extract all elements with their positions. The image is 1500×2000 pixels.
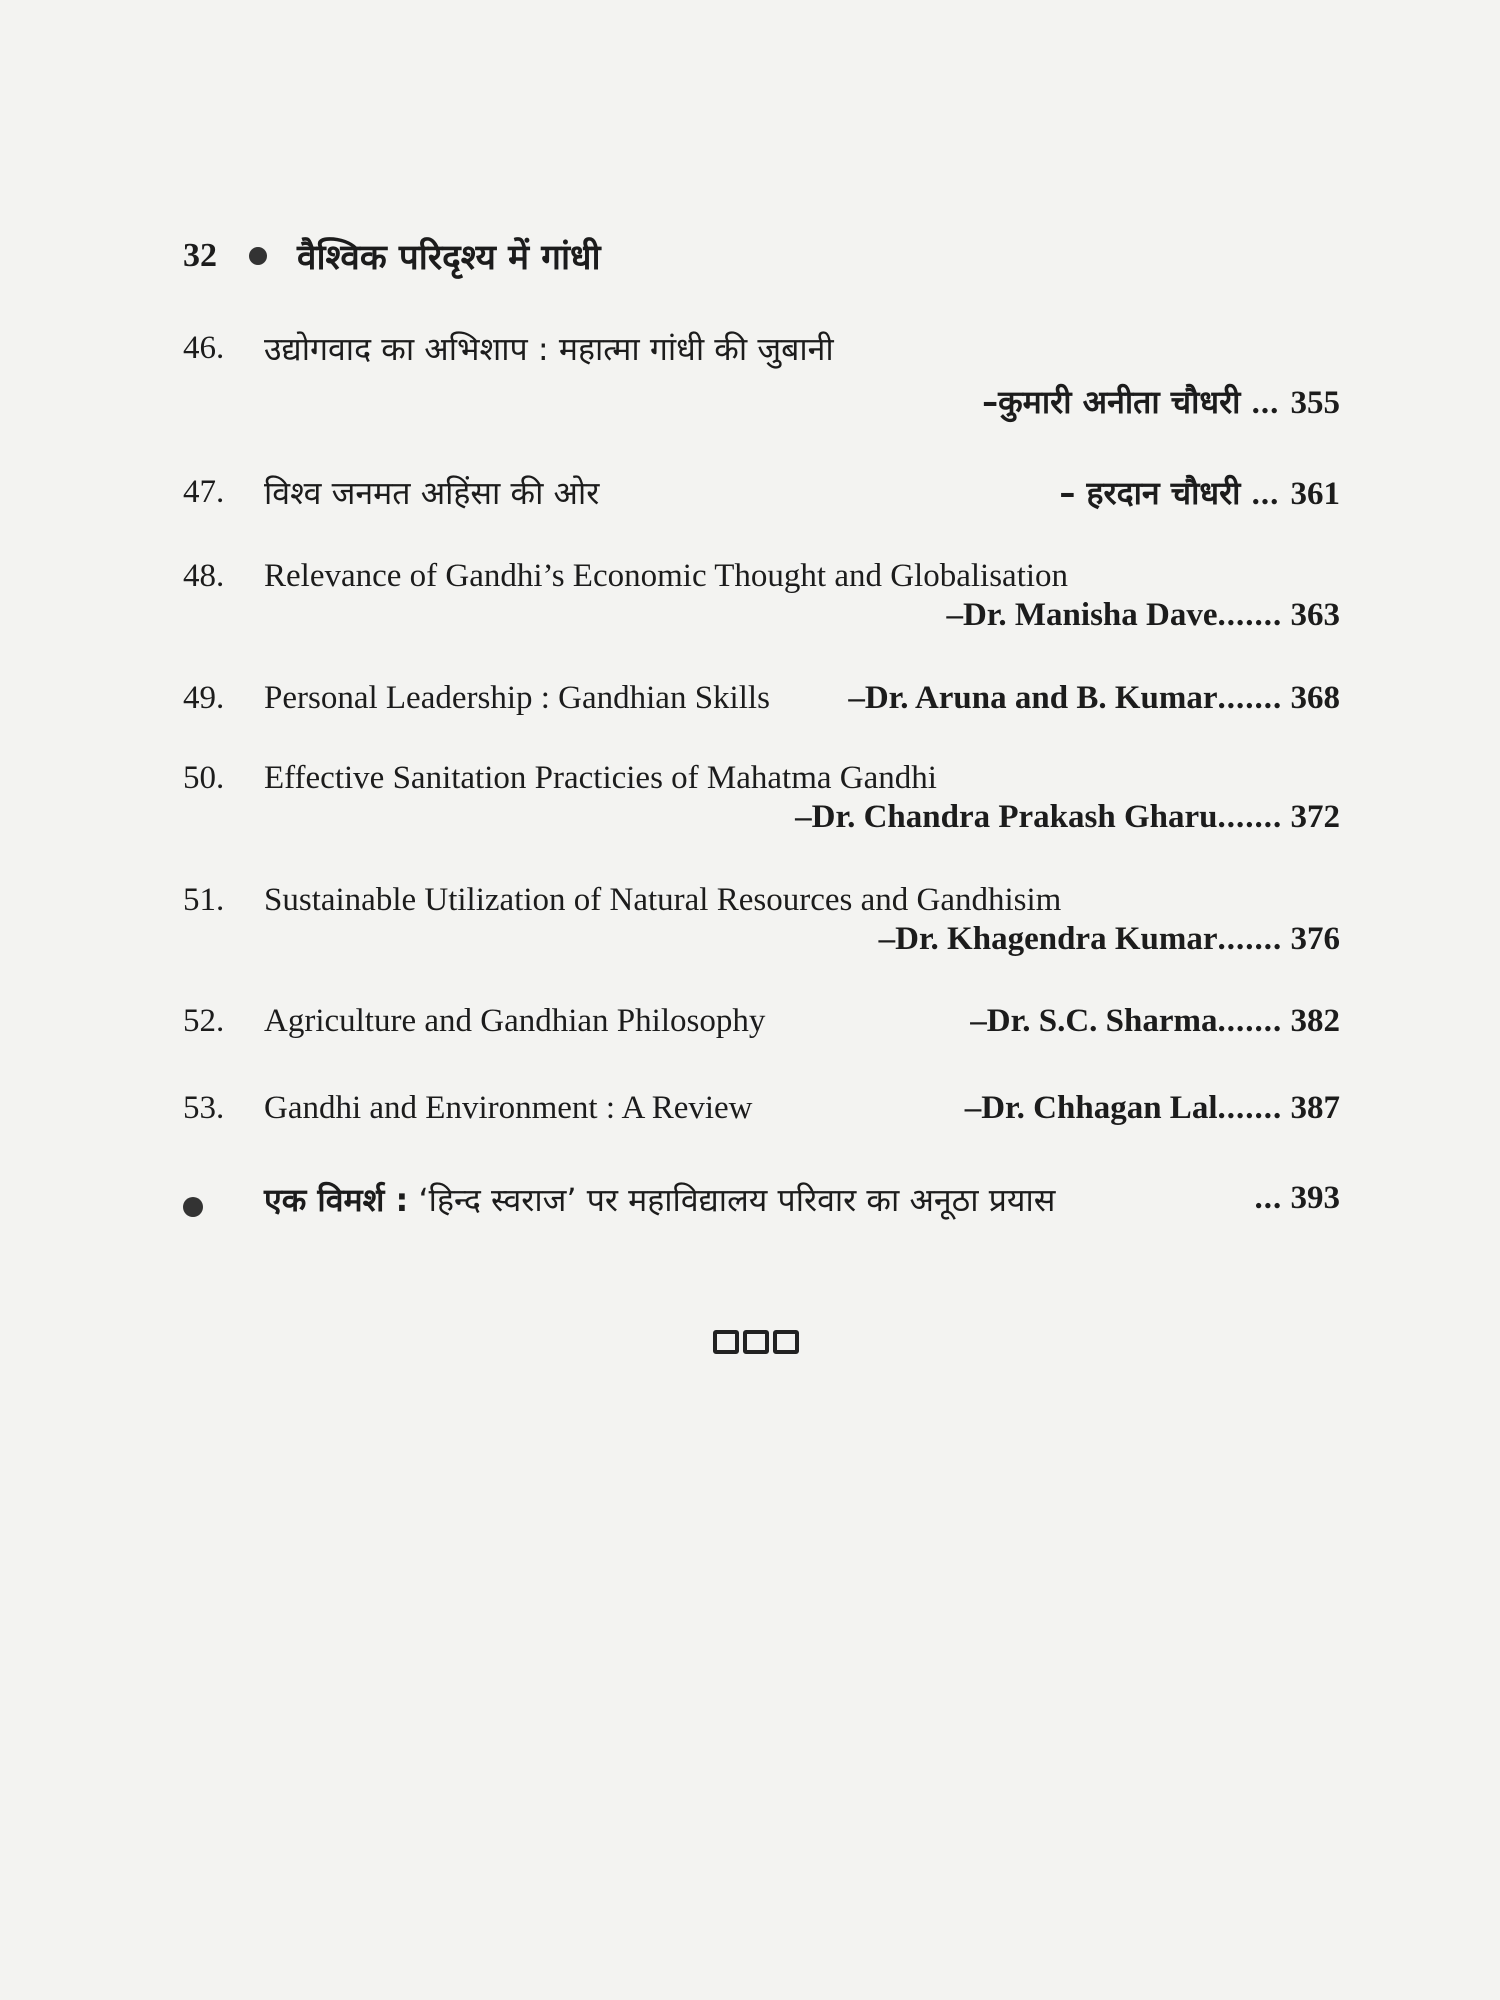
entry-46-author: –कुमारी अनीता चौधरी (982, 383, 1241, 421)
entry-49-page: 368 (1290, 680, 1340, 716)
final-entry-label: एक विमर्श : (264, 1181, 409, 1219)
entry-47-leader: ... (1251, 476, 1280, 512)
entry-52-number: 52. (183, 1003, 225, 1039)
square-icon (773, 1330, 799, 1354)
entry-48-author-line (946, 597, 1340, 634)
final-entry-title: ‘हिन्द स्वराज’ पर महाविद्यालय परिवार का अनूठा प्रयास (418, 1181, 1056, 1219)
final-entry-page: 393 (1290, 1180, 1340, 1216)
entry-47-number: 47. (183, 474, 225, 510)
entry-50-author-line (795, 799, 1340, 836)
bullet-icon (249, 247, 267, 265)
final-entry-title-line (264, 1178, 1055, 1221)
entry-52-author-line (970, 1003, 1340, 1040)
entry-46-author-line (982, 380, 1340, 423)
entry-53-page: 387 (1290, 1090, 1340, 1126)
entry-52-author: –Dr. S.C. Sharma (970, 1003, 1218, 1039)
entry-49-number: 49. (183, 680, 225, 716)
entry-51-author-line (879, 921, 1340, 958)
entry-49-author: –Dr. Aruna and B. Kumar (848, 680, 1218, 716)
entry-50-number: 50. (183, 760, 225, 796)
entry-48-title: Relevance of Gandhi’s Economic Thought and Globalisation (264, 558, 1069, 594)
entry-47-author: – हरदान चौधरी (1059, 474, 1241, 512)
entry-48-page: 363 (1290, 597, 1340, 633)
entry-50-leader: ....... (1217, 799, 1283, 835)
entry-51-number: 51. (183, 882, 225, 918)
entry-50-page: 372 (1290, 799, 1340, 835)
entry-46-number: 46. (183, 330, 225, 366)
entry-49-title: Personal Leadership : Gandhian Skills (264, 680, 770, 716)
entry-48-number: 48. (183, 558, 225, 594)
entry-46-title: उद्योगवाद का अभिशाप : महात्मा गांधी की जुबानी (264, 330, 834, 368)
entry-47-page: 361 (1290, 476, 1340, 512)
entry-50-author: –Dr. Chandra Prakash Gharu (795, 799, 1218, 835)
page-number: 32 (183, 237, 217, 274)
entry-47-author-line (1059, 471, 1340, 514)
entry-47-title: विश्व जनमत अहिंसा की ओर (264, 474, 600, 512)
entry-51-page: 376 (1290, 921, 1340, 957)
entry-53-author: –Dr. Chhagan Lal (964, 1090, 1218, 1126)
running-header (183, 228, 601, 284)
final-entry-leader: ... (1254, 1180, 1283, 1216)
entry-48-leader: ....... (1217, 597, 1283, 633)
entry-51-leader: ....... (1217, 921, 1283, 957)
entry-52-page: 382 (1290, 1003, 1340, 1039)
entry-49-leader: ....... (1217, 680, 1283, 716)
entry-52-title: Agriculture and Gandhian Philosophy (264, 1003, 766, 1039)
square-icon (743, 1330, 769, 1354)
entry-50-title: Effective Sanitation Practicies of Mahatma Gandhi (264, 760, 937, 796)
entry-53-number: 53. (183, 1090, 225, 1126)
end-ornament (713, 1330, 799, 1354)
final-entry-page-line (1255, 1180, 1341, 1217)
entry-49-author-line (848, 680, 1340, 717)
entry-51-title: Sustainable Utilization of Natural Resources and Gandhisim (264, 882, 1062, 918)
entry-48-author: –Dr. Manisha Dave (946, 597, 1218, 633)
entry-46-page: 355 (1290, 385, 1340, 421)
entry-53-author-line (965, 1090, 1340, 1127)
entry-53-leader: ....... (1217, 1090, 1283, 1126)
book-title: वैश्विक परिदृश्य में गांधी (297, 237, 601, 278)
entry-53-title: Gandhi and Environment : A Review (264, 1090, 753, 1126)
bullet-icon (183, 1197, 203, 1217)
entry-46-leader: ... (1251, 385, 1280, 421)
entry-52-leader: ....... (1217, 1003, 1283, 1039)
entry-51-author: –Dr. Khagendra Kumar (878, 921, 1218, 957)
square-icon (713, 1330, 739, 1354)
